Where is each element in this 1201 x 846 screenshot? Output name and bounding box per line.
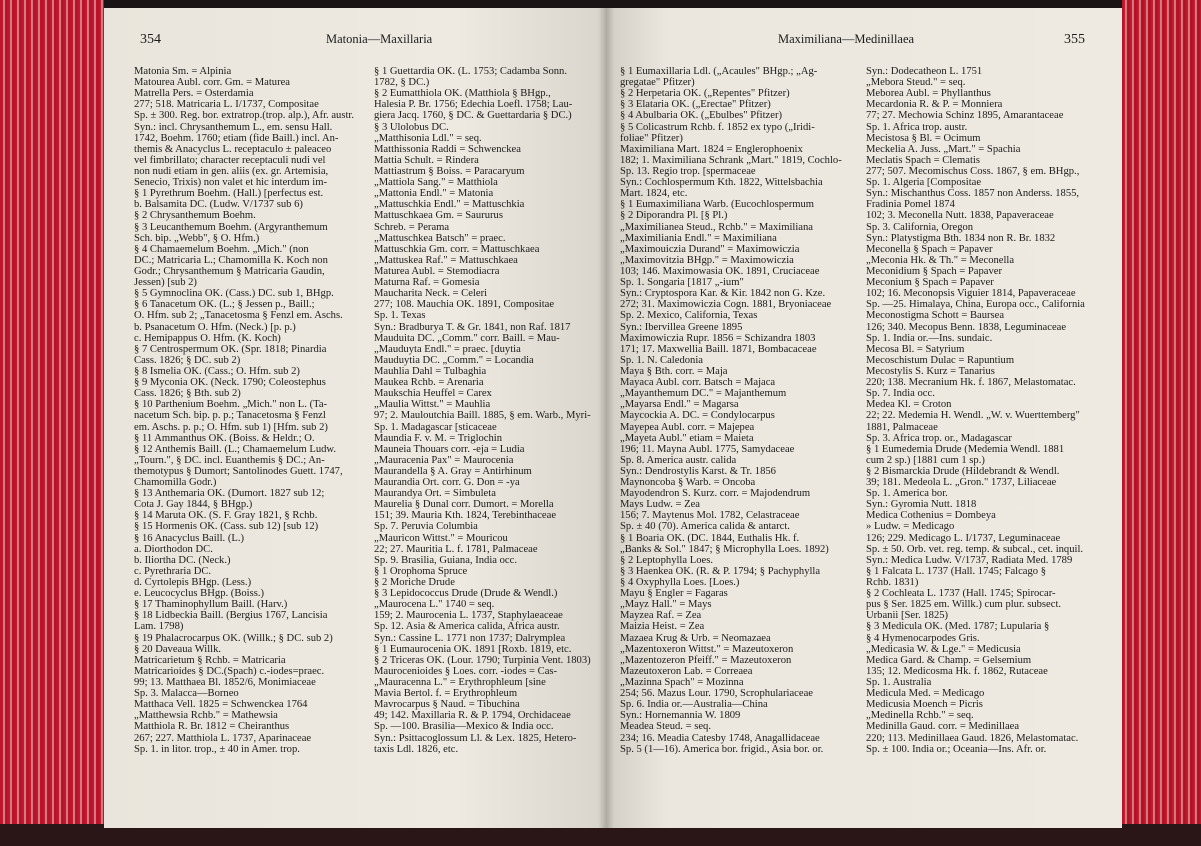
text-line: c. Hemipappus O. Hfm. (K. Koch)	[134, 332, 281, 344]
text-line: Mavia Bertol. f. = Erythrophleum	[374, 688, 518, 700]
text-line: § 3 Medicula OK. (Med. 1787; Lupularia §	[866, 621, 1050, 633]
text-line: 234; 16. Meadia Catesby 1748, Anagallidaceae	[620, 732, 820, 744]
text-line: Sp. 5 (1—16). America bor. frigid., Asia bor. or.	[620, 743, 824, 755]
text-line: „Mauduyta Endl." = praec. [duytia	[374, 343, 521, 355]
text-line: „Mauracenna L." = Erythrophleum [sine	[374, 677, 546, 689]
page-number-left: 354	[140, 32, 161, 47]
text-line: Syn.: Hornemannia W. 1809	[620, 710, 741, 722]
text-line: „Mauricon Wittst." = Mouricou	[374, 532, 508, 544]
text-line: Meadea Steud. = seq.	[620, 721, 711, 733]
text-line: § 4 Oxyphylla Loes. [Loes.)	[620, 577, 740, 589]
text-line: § 12 Anthemis Baill. (L.; Chamaemelum Ludw.	[134, 443, 337, 455]
text-line: „Medinella Rchb." = seq.	[866, 710, 974, 722]
text-line: § 1 Falcata L. 1737 (Hall. 1745; Falcago §	[866, 565, 1047, 577]
text-line: Sp. ± 100. India or.; Oceania—Ins. Afr. or.	[866, 743, 1047, 755]
text-line: Chamomilla Godr.)	[134, 477, 217, 489]
text-line: Syn.: incl. Chrysanthemum L., em. sensu Hall.	[134, 121, 333, 133]
text-line: Mazaea Krug & Urb. = Neomazaea	[620, 632, 771, 644]
text-line: § 15 Hormenis OK. (Cass. sub 12) [sub 12)	[134, 521, 319, 533]
text-line: Maucharita Neck. = Celeri	[374, 288, 488, 300]
text-line: Sp. 2. Mexico, California, Texas	[620, 310, 758, 322]
running-head-right: Maximiliana—Medinillaea	[778, 32, 915, 46]
text-line: Syn.: Platystigma Bth. 1834 non R. Br. 1832	[866, 232, 1056, 244]
text-line: Sp. 1. in litor. trop., ± 40 in Amer. trop.	[134, 743, 300, 755]
text-line: Sp. 7. India occ.	[866, 388, 935, 400]
text-line: Mecardonia R. & P. = Monniera	[866, 99, 1003, 111]
text-line: Cass. 1826; § DC. sub 2)	[134, 354, 241, 366]
text-line: § 1 Eumaurocenia OK. 1891 [Roxb. 1819, etc.	[374, 643, 572, 655]
text-line: Mayaca Aubl. corr. Batsch = Majaca	[620, 377, 776, 389]
text-line: „Maximovitzia BHgp." = Maximowiczia	[620, 254, 794, 266]
text-line: Mattia Schult. = Rindera	[374, 154, 479, 166]
text-line: „Meconia Hk. & Th." = Meconella	[866, 254, 1015, 266]
text-line: Medicusia Moench = Picris	[866, 699, 983, 711]
left-page-column-2	[374, 66, 600, 755]
text-line: Maturea Aubl. = Stemodiacra	[374, 265, 500, 277]
text-line: b. Iliortha DC. (Neck.)	[134, 554, 231, 566]
text-line: Sp. 12. Asia & America calida, Africa austr.	[374, 621, 560, 633]
text-line: giera Jacq. 1760, § DC. & Guettardaria § DC.)	[374, 110, 572, 122]
text-line: 156; 7. Maytenus Mol. 1782, Celastraceae	[620, 510, 800, 522]
text-line: Lam. 1798)	[134, 621, 184, 633]
text-line: Sp. 6. India or.—Australia—China	[620, 699, 768, 711]
text-line: 126; 340. Mecopus Benn. 1838, Leguminaceae	[866, 321, 1067, 333]
text-line: Mayepea Aubl. corr. = Majepea	[620, 421, 755, 433]
text-line: „Mazinna Spach" = Mozinna	[620, 677, 744, 689]
text-line: Syn.: Mischanthus Coss. 1857 non Anderss. 1855,	[866, 188, 1080, 200]
text-line: Sp. 1. India or.—Ins. sundaic.	[866, 332, 993, 344]
page-edges-right	[1122, 0, 1201, 846]
text-line: § 2 Eumatthiola OK. (Matthiola § BHgp.,	[374, 88, 551, 100]
text-line: Maycockia A. DC. = Condylocarpus	[620, 410, 775, 422]
text-line: c. Pyrethraria DC.	[134, 565, 212, 577]
text-line: b. Psanacetum O. Hfm. (Neck.) [p. p.)	[134, 321, 296, 333]
text-line: Mays Ludw. = Zea	[620, 499, 701, 511]
text-line: Sp. 1. Texas	[374, 310, 426, 322]
text-line: Sp. 9. Brasilia, Guiana, India occ.	[374, 554, 517, 566]
text-line: Mecoschistum Dulac = Rapuntium	[866, 354, 1015, 366]
text-line: Mayzea Raf. = Zea	[620, 610, 702, 622]
text-line: 151; 39. Mauria Kth. 1824, Terebinthaceae	[374, 510, 557, 522]
right-page	[606, 8, 1122, 828]
text-line: § 20 Daveaua Willk.	[134, 643, 222, 655]
text-line: Matricarietum § Rchb. = Matricaria	[134, 654, 286, 666]
text-line: § 3 Elataria OK. („Erectae" Pfitzer)	[620, 99, 771, 111]
text-line: § 13 Anthemaria OK. (Dumort. 1827 sub 12;	[134, 488, 325, 500]
text-line: „Mayeta Aubl." etiam = Maieta	[620, 432, 754, 444]
text-line: Sp. ± 50. Orb. vet. reg. temp. & subcal., cet. inquil.	[866, 543, 1084, 555]
text-line: „Maulia Wittst." = Mauhlia	[374, 399, 491, 411]
text-line: Mayu § Engler = Fagaras	[620, 588, 728, 600]
text-line: Sp. —100. Brasilia—Mexico & India occ.	[374, 721, 554, 733]
text-line: Syn.: Dendrostylis Karst. & Tr. 1856	[620, 465, 776, 477]
right-page-column-1	[620, 66, 860, 755]
text-line: Sp. 1. Africa trop. austr.	[866, 121, 968, 133]
text-line: Maya § Bth. corr. = Maja	[620, 365, 728, 377]
text-line: „Tourn.", § DC. incl. Euanthemis § DC.; An-	[134, 454, 325, 466]
text-line: Maynoncoba § Warb. = Oncoba	[620, 477, 756, 489]
text-line: § 1 Eumaxillaria Ldl. („Acaules" BHgp.; „Ag-	[620, 66, 818, 77]
text-line: Maundia F. v. M. = Triglochin	[374, 432, 503, 444]
text-line: § 3 Lepidococcus Drude (Drude & Wendl.)	[374, 588, 558, 600]
text-line: 277; 518. Matricaria L. I/1737, Compositae	[134, 99, 319, 111]
text-line: Matrella Pers. = Osterdamia	[134, 88, 254, 100]
text-line: 126; 229. Medicago L. I/1737, Leguminaceae	[866, 532, 1061, 544]
text-line: b. Balsamita DC. (Ludw. V/1737 sub 6)	[134, 199, 303, 211]
text-line: Sp. 3. California, Oregon	[866, 221, 974, 233]
text-line: Sp. 7. Peruvia Columbia	[374, 521, 478, 533]
text-line: Matourea Aubl. corr. Gm. = Maturea	[134, 77, 291, 89]
text-line: foliae" Pfitzer)	[620, 132, 683, 144]
text-line: „Mazentozeron Pfeiff." = Mazeutoxeron	[620, 654, 792, 666]
text-line: Syn.: Cochlospermum Kth. 1822, Wittelsbachia	[620, 177, 823, 189]
text-line: Syn.: Psittacoglossum Ll. & Lex. 1825, Hetero-	[374, 732, 577, 744]
text-line: Maizia Heist. = Zea	[620, 621, 705, 633]
text-line: § 2 Diporandra Pl. [§ Pl.)	[620, 210, 728, 222]
text-line: § 17 Thaminophyllum Baill. (Harv.)	[134, 599, 288, 611]
text-line: § 11 Ammanthus OK. (Boiss. & Heldr.; O.	[134, 432, 315, 444]
text-line: Cass. 1826; § Bth. sub 2)	[134, 388, 241, 400]
text-line: „Mayanthemum DC." = Majanthemum	[620, 388, 787, 400]
text-line: Medinilla Gaud. corr. = Medinillaea	[866, 721, 1020, 733]
text-line: pus § Ser. 1825 em. Willk.) cum plur. subsect.	[866, 599, 1062, 611]
text-line: 182; 1. Maximiliana Schrank „Mart." 1819, Cochlo-	[620, 154, 842, 166]
text-line: Meconella § Spach = Papaver	[866, 243, 993, 255]
text-line: 220; 138. Mecranium Hk. f. 1867, Melastomatac.	[866, 377, 1076, 389]
text-line: 1742, Boehm. 1760; etiam (fide Baill.) incl. An-	[134, 132, 339, 144]
text-line: Maurandya Ort. = Simbuleta	[374, 488, 496, 500]
text-line: § 2 Cochleata L. 1737 (Hall. 1745; Spirocar-	[866, 588, 1056, 600]
text-line: § 8 Ismelia OK. (Cass.; O. Hfm. sub 2)	[134, 365, 300, 377]
text-line: „Mayz Hall." = Mays	[620, 599, 712, 611]
text-line: Schreb. = Perama	[374, 221, 450, 233]
text-line: Matonia Sm. = Alpinia	[134, 66, 232, 77]
text-line: § 4 Chamaemelum Boehm. „Mich." (non	[134, 243, 309, 255]
text-line: 102; 3. Meconella Nutt. 1838, Papaveraceae	[866, 210, 1054, 222]
text-line: Meconium § Spach = Papaver	[866, 277, 994, 289]
text-line: § 2 Chrysanthemum Boehm.	[134, 210, 256, 222]
text-line: „Mattuschkia Endl." = Mattuschkia	[374, 199, 525, 211]
text-line: § 1 Pyrethrum Boehm. (Hall.) [perfectus est.	[134, 188, 324, 200]
text-line: d. Cyrtolepis BHgp. (Less.)	[134, 577, 252, 589]
text-line: § 6 Tanacetum OK. (L.; § Jessen p., Baill.;	[134, 299, 315, 311]
text-line: a. Diorthodon DC.	[134, 543, 213, 555]
text-line: Syn.: Medica Ludw. V/1737, Radiata Med. 1789	[866, 554, 1073, 566]
text-line: § 2 Leptophylla Loes.	[620, 554, 713, 566]
text-line: Urbanii [Ser. 1825)	[866, 610, 949, 622]
book-gutter	[598, 8, 614, 828]
text-line: 103; 146. Maximowasia OK. 1891, Cruciaceae	[620, 265, 820, 277]
text-line: Syn.: Cassine L. 1771 non 1737; Dalrymplea	[374, 632, 566, 644]
text-line: Maurocenioides § Loes. corr. -iodes = Cas-	[374, 665, 558, 677]
text-line: 97; 2. Mauloutchia Baill. 1885, § em. Warb., Myri-	[374, 410, 591, 422]
text-line: Maximowiczia Rupr. 1856 = Schizandra 1803	[620, 332, 816, 344]
text-line: „Mattuskea Raf." = Mattuschkaea	[374, 254, 518, 266]
text-line: Syn.: Cryptospora Kar. & Kir. 1842 non G. Kze.	[620, 288, 826, 300]
text-line: „Mauracenia Pax" = Maurocenia	[374, 454, 514, 466]
text-line: „Mattiola Sang." = Matthiola	[374, 177, 498, 189]
text-line: Halesia P. Br. 1756; Edechia Loefl. 1758; Lau-	[374, 99, 573, 111]
text-line: § 3 Ulolobus DC.	[374, 121, 449, 133]
text-line: 22; 27. Mauritia L. f. 1781, Palmaceae	[374, 543, 538, 555]
text-line: Mecostylis S. Kurz = Tanarius	[866, 365, 995, 377]
text-line: Maximiliana Mart. 1824 = Englerophoenix	[620, 143, 803, 155]
text-line: 135; 12. Medicosma Hk. f. 1862, Rutaceae	[866, 665, 1048, 677]
text-line: Mayodendron S. Kurz. corr. = Majodendrum	[620, 488, 811, 500]
text-line: 1782, § DC.)	[374, 77, 430, 89]
text-line: themotypus § Dumort; Santolinodes Guett. 1747,	[134, 465, 343, 477]
text-line: Mecosa Bl. = Satyrium	[866, 343, 965, 355]
text-line: Maurandia Ort. corr. G. Don = -ya	[374, 477, 520, 489]
text-line: Medica Cothenius = Dombeya	[866, 510, 996, 522]
text-line: Sp. 3. Africa trop. or., Madagascar	[866, 432, 1012, 444]
text-line: 277; 507. Mecomischus Coss. 1867, § em. BHgp.,	[866, 165, 1080, 177]
text-line: Sp. 1. Australia	[866, 677, 932, 689]
text-line: § 1 Orophoma Spruce	[374, 565, 468, 577]
text-line: non nudi etiam in gen. aliis (ex. gr. Artemisia,	[134, 165, 329, 177]
page-edges-left	[0, 0, 104, 846]
text-line: 99; 13. Matthaea Bl. 1852/6, Monimiaceae	[134, 677, 316, 689]
text-line: 159; 2. Maurocenia L. 1737, Staphylaeaceae	[374, 610, 563, 622]
text-line: „Mazentoxeron Wittst." = Mazeutoxeron	[620, 643, 794, 655]
text-line: Sp. 1. N. Caledonia	[620, 354, 703, 366]
text-line: Matthissonia Raddi = Schwenckea	[374, 143, 521, 155]
running-head-left: Matonia—Maxillaria	[326, 32, 433, 46]
text-line: „Mattuschkea Batsch" = praec.	[374, 232, 506, 244]
text-line: „Maximiliania Endl." = Maximiliana	[620, 232, 777, 244]
text-line: Syn.: Ibervillea Greene 1895	[620, 321, 743, 333]
text-line: vel fimbrillato; character receptaculi nudi vel	[134, 154, 326, 166]
text-line: Rchb. 1831)	[866, 577, 919, 589]
text-line: „Mattonia Endl." = Matonia	[374, 188, 494, 200]
text-line: 254; 56. Mazus Lour. 1790, Scrophulariaceae	[620, 688, 813, 700]
text-line: Mauduita DC. „Comm." corr. Baill. = Mau-	[374, 332, 560, 344]
text-line: em. Aschs. p. p.; O. Hfm. sub 1) [Hfm. sub 2)	[134, 421, 328, 433]
text-line: § 16 Anacyclus Baill. (L.)	[134, 532, 245, 544]
text-line: Sp. 1. Madagascar [sticaceae	[374, 421, 497, 433]
text-line: Cota J. Gay 1844, § BHgp.)	[134, 499, 253, 511]
text-line: themis & Anacyclus L. receptaculo ± paleaceo	[134, 143, 332, 155]
text-line: § 2 Moriche Drude	[374, 577, 455, 589]
text-line: „Medicasia W. & Lge." = Medicusia	[866, 643, 1021, 655]
text-line: Meckelia A. Juss. „Mart." = Spachia	[866, 143, 1021, 155]
text-line: Maukea Rchb. = Arenaria	[374, 377, 484, 389]
text-line: 77; 27. Mechowia Schinz 1895, Amarantaceae	[866, 110, 1064, 122]
text-line: Mazeutoxeron Lab. = Correaea	[620, 665, 753, 677]
text-line: Meborea Aubl. = Phyllanthus	[866, 88, 991, 100]
text-line: Mattuschkia Gm. corr. = Mattuschkaea	[374, 243, 540, 255]
text-line: Sp. 8. America austr. calida	[620, 454, 737, 466]
left-page	[104, 8, 606, 828]
text-line: § 1 Eumedemia Drude (Medemia Wendl. 1881	[866, 443, 1065, 455]
text-line: Mauneia Thouars corr. -eja = Ludia	[374, 443, 525, 455]
text-line: § 18 Lidbeckia Baill. (Bergius 1767, Lancisia	[134, 610, 328, 622]
text-line: Sp. 1. Algeria [Compositae	[866, 177, 982, 189]
text-line: Mart. 1824, etc.	[620, 188, 688, 200]
text-line: „Banks & Sol." 1847; § Microphylla Loes. 1892)	[620, 543, 829, 555]
text-line: Sp. 3. Malacca—Borneo	[134, 688, 239, 700]
text-line: Maturna Raf. = Gomesia	[374, 277, 480, 289]
text-line: § 19 Phalacrocarpus OK. (Willk.; § DC. sub 2)	[134, 632, 333, 644]
text-line: „Mebora Steud." = seq.	[866, 77, 966, 89]
text-line: § 5 Colicastrum Rchb. f. 1852 ex typo („Iridi-	[620, 121, 815, 133]
text-line: Sp. 13. Regio trop. [spermaceae	[620, 165, 756, 177]
text-line: § 2 Bismarckia Drude (Hildebrandt & Wendl.	[866, 465, 1060, 477]
text-line: nacetum Sch. bip. p. p.; Tanacetosma § Fenzl	[134, 410, 326, 422]
text-line: § 1 Eumaximiliana Warb. (Eucochlospermum	[620, 199, 815, 211]
text-line: Syn.: Bradburya T. & Gr. 1841, non Raf. 1817	[374, 321, 571, 333]
text-line: 1881, Palmaceae	[866, 421, 938, 433]
text-line: 102; 16. Meconopsis Viguier 1814, Papaveraceae	[866, 288, 1076, 300]
text-line: „Maximilianea Steud., Rchb." = Maximiliana	[620, 221, 813, 233]
text-line: 196; 11. Mayna Aubl. 1775, Samydaceae	[620, 443, 795, 455]
text-line: » Ludw. = Medicago	[866, 521, 955, 533]
text-line: Meclatis Spach = Clematis	[866, 154, 980, 166]
text-line: § 3 Haenkea OK. (R. & P. 1794; § Pachyphylla	[620, 565, 821, 577]
text-line: Meconidium § Spach = Papaver	[866, 265, 1003, 277]
text-line: § 10 Parthenium Boehm. „Mich." non L. (Ta-	[134, 399, 328, 411]
text-line: Syn.: Gyromia Nutt. 1818	[866, 499, 977, 511]
text-line: „Matthewsia Rchb." = Mathewsia	[134, 710, 278, 722]
left-page-column-1	[134, 66, 372, 755]
text-line: § 2 Triceras OK. (Lour. 1790; Turpinia Vent. 1803)	[374, 654, 591, 666]
text-line: Senecio, Trixis) non valet et hic interdum im-	[134, 177, 328, 189]
text-line: Godr.; Chrysanthemum § Matricaria Gaudin,	[134, 265, 325, 277]
text-line: DC.; Matricaria L.; Chamomilla K. Koch non	[134, 254, 328, 266]
text-line: Mattuschkaea Gm. = Saururus	[374, 210, 503, 222]
text-line: 39; 181. Medeola L. „Gron." 1737, Liliaceae	[866, 477, 1057, 489]
text-line: § 1 Boaria OK. (DC. 1844, Euthalis Hk. f.	[620, 532, 800, 544]
text-line: 220; 113. Medinillaea Gaud. 1826, Melastomatac.	[866, 732, 1079, 744]
text-line: 49; 142. Maxillaria R. & P. 1794, Orchidaceae	[374, 710, 571, 722]
text-line: Sp. 1. Songaria [1817 „-ium"	[620, 277, 744, 289]
text-line: § 14 Maruta OK. (S. F. Gray 1821, § Rchb.	[134, 510, 318, 522]
text-line: Matricarioides § DC.(Spach) c.-iodes=praec.	[134, 665, 325, 677]
text-line: cum 2 sp.) [1881 cum 1 sp.)	[866, 454, 985, 466]
page-number-right: 355	[1064, 32, 1085, 47]
text-line: 272; 31. Maximowiczia Cogn. 1881, Bryoniaceae	[620, 299, 832, 311]
text-line: Medicula Med. = Medicago	[866, 688, 985, 700]
text-line: § 3 Leucanthemum Boehm. (Argyranthemum	[134, 221, 328, 233]
text-line: O. Hfm. sub 2; „Tanacetosma § Fenzl em. Aschs.	[134, 310, 343, 322]
text-line: § 2 Herpetaria OK. („Repentes" Pfitzer)	[620, 88, 790, 100]
text-line: 267; 227. Matthiola L. 1737, Aparinaceae	[134, 732, 312, 744]
text-line: Fradinia Pomel 1874	[866, 199, 955, 211]
text-line: „Matthisonia Ldl." = seq.	[374, 132, 482, 144]
text-line: Medica Gard. & Champ. = Gelsemium	[866, 654, 1032, 666]
text-line: Matthaca Vell. 1825 = Schwenckea 1764	[134, 699, 308, 711]
text-line: Sch. bip. „Webb", § O. Hfm.)	[134, 232, 260, 244]
text-line: § 4 Hymenocarpodes Gris.	[866, 632, 980, 644]
text-line: 171; 17. Maxwellia Baill. 1871, Bombacaceae	[620, 343, 817, 355]
text-line: „Mayarsa Endl." = Magarsa	[620, 399, 739, 411]
text-line: Jessen) [sub 2)	[134, 277, 197, 289]
text-line: § 7 Centrospermum OK. (Spr. 1818; Pinardia	[134, 343, 327, 355]
text-line: Maukschia Heuffel = Carex	[374, 388, 492, 400]
text-line: Mattiastrum § Boiss. = Paracaryum	[374, 165, 525, 177]
text-line: § 4 Abulbaria OK. („Ebulbes" Pfitzer)	[620, 110, 783, 122]
text-line: Mecistosa § Bl. = Ocimum	[866, 132, 981, 144]
text-line: Mavrocarpus § Naud. = Tibuchina	[374, 699, 520, 711]
text-line: „Maximouiczia Durand" = Maximowiczia	[620, 243, 800, 255]
text-line: Medea Kl. = Croton	[866, 399, 952, 411]
text-line: e. Leucocyclus BHgp. (Boiss.)	[134, 588, 265, 600]
text-line: Maurelia § Dunal corr. Dumort. = Morella	[374, 499, 554, 511]
text-line: taxis Ldl. 1826, etc.	[374, 743, 459, 755]
text-line: § 5 Gymnoclina OK. (Cass.) DC. sub 1, BHgp.	[134, 288, 334, 300]
text-line: gregatae" Pfitzer)	[620, 77, 695, 89]
text-line: Maurandella § A. Gray = Antirhinum	[374, 465, 532, 477]
text-line: § 9 Myconia OK. (Neck. 1790; Coleostephus	[134, 377, 326, 389]
text-line: Matthiola R. Br. 1812 = Cheiranthus	[134, 721, 290, 733]
text-line: Syn.: Dodecatheon L. 1751	[866, 66, 983, 77]
text-line: Sp. —25. Himalaya, China, Europa occ., California	[866, 299, 1085, 311]
text-line: „Maurocena L." 1740 = seq.	[374, 599, 495, 611]
text-line: Sp. ± 40 (70). America calida & antarct.	[620, 521, 790, 533]
right-page-column-2	[866, 66, 1112, 755]
text-line: 277; 108. Mauchia OK. 1891, Compositae	[374, 299, 555, 311]
text-line: Sp. 1. America bor.	[866, 488, 948, 500]
text-line: Mauduytia DC. „Comm." = Locandia	[374, 354, 534, 366]
text-line: Sp. ± 300. Reg. bor. extratrop.(trop. alp.), Afr. austr.	[134, 110, 355, 122]
text-line: Meconostigma Schott = Baursea	[866, 310, 1005, 322]
text-line: Mauhlia Dahl = Tulbaghia	[374, 365, 487, 377]
text-line: 22; 22. Medemia H. Wendl. „W. v. Wuerttemberg"	[866, 410, 1080, 422]
text-line: § 1 Guettardia OK. (L. 1753; Cadamba Sonn.	[374, 66, 568, 77]
